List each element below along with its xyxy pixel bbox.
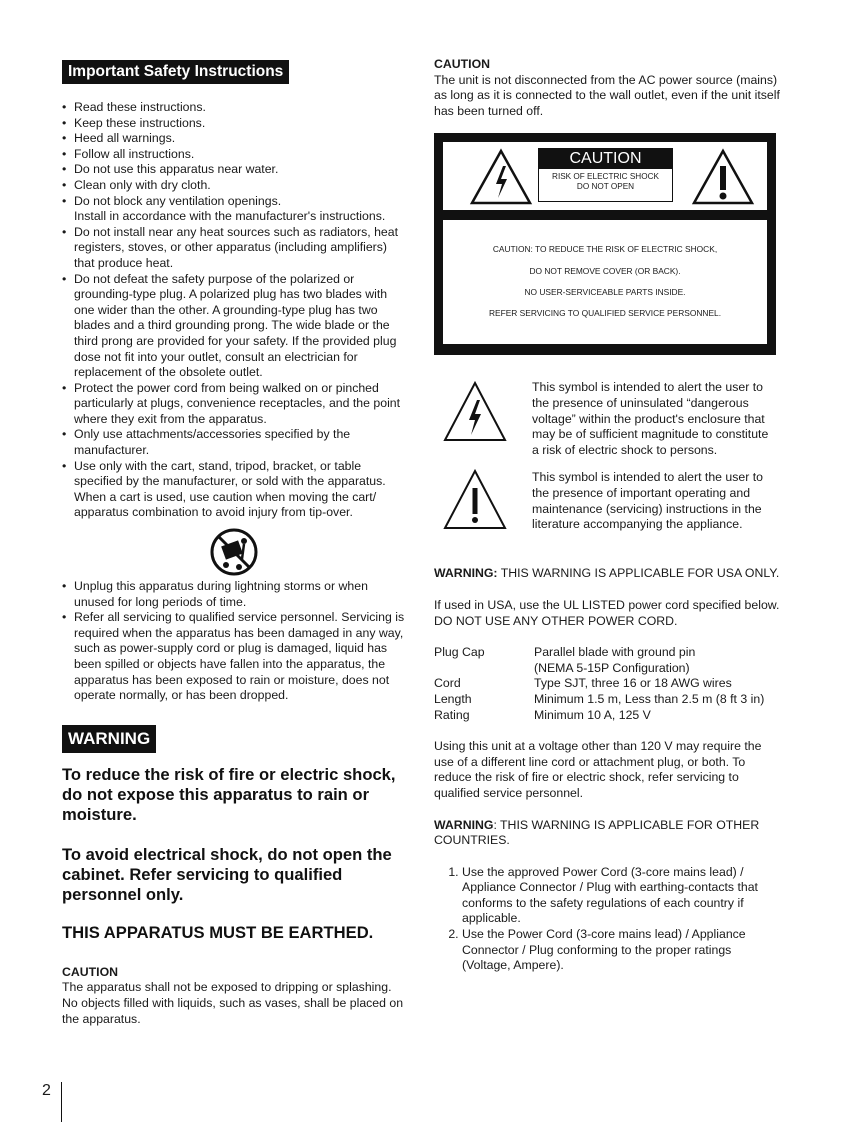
earthed-text: THIS APPARATUS MUST BE EARTHED. xyxy=(62,922,374,942)
caution-label-bottom xyxy=(443,220,767,344)
list-item: • Do not install near any heat sources such as radiators, heat registers, stoves, or other apparatus (including amplifiers) that produce heat. xyxy=(62,225,408,272)
symbol-voltage-text: This symbol is intended to alert the user to the presence of uninsulated “dangerous voltage” within the product's enclosure that may be of sufficient magnitude to constitute a risk of electric shock to persons. xyxy=(532,380,769,457)
voltage-paragraph: Using this unit at a voltage other than 120 V may require the use of a different line cord or attachment plug, or both. To reduce the risk of fire or electric shock, refer servicing to qualified service personnel. xyxy=(434,739,762,800)
lightning-triangle-icon xyxy=(442,380,508,444)
caution-label-top xyxy=(443,142,767,210)
warning-fire-text: To reduce the risk of fire or electric shock, do not expose this apparatus to rain or moisture. xyxy=(62,764,396,824)
other-countries-list xyxy=(434,865,780,974)
caution-heading: CAUTION xyxy=(434,57,491,71)
exclamation-triangle-icon xyxy=(442,468,508,532)
list-item: • Do not block any ventilation openings. Install in accordance with the manufacturer's instructions. xyxy=(62,194,408,225)
list-item: • Read these instructions. xyxy=(62,100,408,116)
page-number: 2 xyxy=(42,1082,51,1099)
usa-warning-text: THIS WARNING IS APPLICABLE FOR USA ONLY. xyxy=(497,566,780,581)
caution-text: The unit is not disconnected from the AC power source (mains) as long as it is connected to the wall outlet, even if the unit itself has been turned off. xyxy=(434,72,780,118)
caution-line-1: CAUTION: TO REDUCE THE RISK OF ELECTRIC SHOCK, xyxy=(492,244,718,255)
caution-line-3: NO USER-SERVICEABLE PARTS INSIDE. xyxy=(524,287,686,298)
lightning-triangle-icon xyxy=(469,148,533,206)
usa-paragraph: If used in USA, use the UL LISTED power cord specified below. xyxy=(434,597,780,612)
warning-shock-text: To avoid electrical shock, do not open the cabinet. Refer servicing to qualified personnel only. xyxy=(62,844,392,904)
warning-title: WARNING xyxy=(62,725,156,753)
symbol-row-voltage xyxy=(434,380,780,470)
list-item: • Keep these instructions. xyxy=(62,116,408,132)
list-item: • Clean only with dry cloth. xyxy=(62,178,408,194)
list-item: • Refer all servicing to qualified service personnel. Servicing is required when the apparatus has been damaged in any way, such as power-supply cord or plug is damaged, liquid has been spilled or objects have fallen into the apparatus, the apparatus has been exposed to rain or moisture, does not operate normally, or has been dropped. xyxy=(62,610,408,704)
usa-paragraph-2: DO NOT USE ANY OTHER POWER CORD. xyxy=(434,613,678,628)
list-item: • Only use attachments/accessories specified by the manufacturer. xyxy=(62,427,408,458)
caution-text: The apparatus shall not be exposed to dripping or splashing. No objects filled with liquids, such as vases, shall be placed on the apparatus. xyxy=(62,980,404,1026)
list-item: • Follow all instructions. xyxy=(62,147,408,163)
other-warning-text: : THIS WARNING IS APPLICABLE FOR OTHER COUNTRIES. xyxy=(434,817,760,848)
usa-warning xyxy=(434,566,780,582)
list-item: • Heed all warnings. xyxy=(62,131,408,147)
safety-title: Important Safety Instructions xyxy=(62,60,289,84)
usa-warning-label: WARNING: xyxy=(434,566,498,581)
cart-tipover-icon xyxy=(209,527,259,577)
list-item: • Use only with the cart, stand, tripod, bracket, or table specified by the manufacturer, or sold with the apparatus. When a cart is used, use caution when moving the cart/ apparatus combination to avoid injury from tip-over. xyxy=(62,459,408,521)
list-item: • Do not use this apparatus near water. xyxy=(62,162,408,178)
caution-heading: CAUTION xyxy=(62,964,119,979)
other-warning xyxy=(434,818,780,849)
symbol-instructions-text: This symbol is intended to alert the user to the presence of important operating and maintenance (servicing) instructions in the literature accompanying the appliance. xyxy=(532,470,764,532)
table-row: (NEMA 5-15P Configuration) xyxy=(534,660,690,675)
other-warning-label: WARNING xyxy=(434,817,494,832)
caution-box-sub1: RISK OF ELECTRIC SHOCK xyxy=(552,172,659,182)
caution-box-title: CAUTION xyxy=(539,149,672,169)
exclamation-triangle-icon xyxy=(691,148,755,206)
list-item: 2. Use the Power Cord (3-core mains lead) / Appliance Connector / Plug conforming to the proper ratings (Voltage, Ampere). xyxy=(462,927,780,974)
list-item: • Unplug this apparatus during lightning storms or when unused for long periods of time. xyxy=(62,579,408,610)
list-item: • Do not defeat the safety purpose of the polarized or grounding-type plug. A polarized plug has two blades with one wider than the other. A grounding-type plug has two blades and a third grounding prong. The wide blade or the third prong are provided for your safety. If the provided plug dose not fit into your outlet, consult an electrician for replacement of the obsolete outlet. xyxy=(62,272,408,381)
table-row: Rating Minimum 10 A, 125 V xyxy=(434,707,651,722)
list-item: 1. Use the approved Power Cord (3-core mains lead) / Appliance Connector / Plug with earthing-contacts that conforms to the safety regulations of each country if applicable. xyxy=(462,865,780,927)
table-row: Length Minimum 1.5 m, Less than 2.5 m (8 ft 3 in) xyxy=(434,691,765,706)
caution-label-panel xyxy=(434,133,776,355)
page-divider xyxy=(61,1082,62,1122)
cart-warning-figure xyxy=(62,521,408,579)
table-row: Cord Type SJT, three 16 or 18 AWG wires xyxy=(434,676,732,691)
right-column xyxy=(434,57,780,974)
caution-box xyxy=(538,148,673,202)
caution-box-sub2: DO NOT OPEN xyxy=(576,182,635,192)
caution-line-4: REFER SERVICING TO QUALIFIED SERVICE PERSONNEL. xyxy=(488,308,722,319)
symbol-row-instructions xyxy=(434,470,780,566)
cord-spec-table xyxy=(434,645,764,723)
list-item: • Protect the power cord from being walked on or pinched particularly at plugs, convenience receptacles, and the point where they exit from the apparatus. xyxy=(62,381,408,428)
table-row: Plug Cap Parallel blade with ground pin xyxy=(434,645,696,660)
caution-line-2: DO NOT REMOVE COVER (OR BACK). xyxy=(529,266,681,277)
left-column xyxy=(62,60,408,1027)
safety-list-a xyxy=(62,100,408,521)
safety-list-b xyxy=(62,579,408,704)
